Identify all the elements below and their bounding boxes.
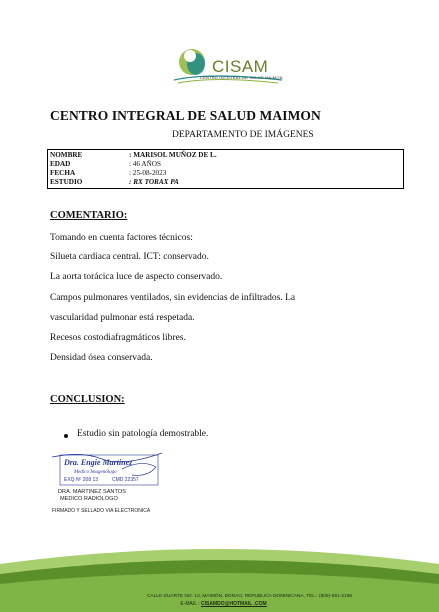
signature-note: FIRMADO Y SELLADO VIA ELECTRONICA bbox=[52, 508, 151, 514]
age-value: : 46 AÑOS bbox=[129, 160, 161, 168]
stamp-role: Medico Imagenólogo bbox=[74, 470, 117, 475]
study-label: ESTUDIO bbox=[50, 178, 83, 186]
comentario-line: Recesos costodiafragmáticos libres. bbox=[50, 333, 186, 343]
signature-stamp bbox=[52, 449, 172, 489]
signer-name: DRA. MARTINEZ SANTOS bbox=[58, 489, 126, 495]
date-value: : 25-08-2023 bbox=[129, 169, 167, 177]
signer-title: MEDICO RADIOLOGO bbox=[60, 496, 118, 502]
stamp-name: Dra. Engie Martinez bbox=[64, 458, 133, 467]
footer-address: CALLE DUARTE NO. 13, MAIMÓN, BONAO, REPUBLICA DOMINICANA, TEL.: (809)-551-2196 bbox=[146, 594, 353, 599]
footer-email-link[interactable]: CISAMDO@HOTMAIL .COM bbox=[201, 601, 267, 607]
comentario-line: Densidad ósea conservada. bbox=[50, 353, 153, 363]
stamp-cmd: CMD 22357 bbox=[112, 477, 139, 483]
footer-email-prefix: E-MAIL : bbox=[180, 601, 202, 607]
patient-info-box bbox=[47, 149, 404, 189]
stamp-exq: EXQ Nº 208 13 bbox=[64, 477, 99, 483]
study-value: : RX TORAX PA bbox=[129, 178, 179, 186]
comentario-line: Campos pulmonares ventilados, sin evidencias de infiltrados. La bbox=[50, 293, 296, 303]
conclusion-heading: CONCLUSION: bbox=[50, 394, 125, 405]
comentario-line: La aorta torácica luce de aspecto conservado. bbox=[50, 272, 223, 282]
comentario-line: vascularidad pulmonar está respetada. bbox=[50, 313, 195, 323]
comentario-line: Silueta cardiaca central. ICT: conservado. bbox=[50, 252, 209, 262]
name-label: NOMBRE bbox=[50, 151, 83, 159]
conclusion-item: Estudio sin patología demostrable. bbox=[77, 429, 209, 439]
footer-email-line bbox=[0, 601, 439, 607]
page-title: CENTRO INTEGRAL DE SALUD MAIMON bbox=[50, 108, 321, 123]
comentario-heading: COMENTARIO: bbox=[50, 210, 128, 221]
name-value: : MARISOL MUÑOZ DE L. bbox=[129, 151, 217, 159]
age-label: EDAD bbox=[50, 160, 71, 168]
department-name: DEPARTAMENTO DE IMÁGENES bbox=[172, 130, 314, 140]
comentario-line: Tomando en cuenta factores técnicos: bbox=[50, 233, 193, 243]
logo-subtitle: CENTRO INTEGRAL DE SALUD MAIMON bbox=[200, 75, 283, 80]
date-label: FECHA bbox=[50, 169, 76, 177]
bullet-icon bbox=[64, 434, 68, 438]
logo-wordmark: CISAM bbox=[212, 57, 269, 76]
